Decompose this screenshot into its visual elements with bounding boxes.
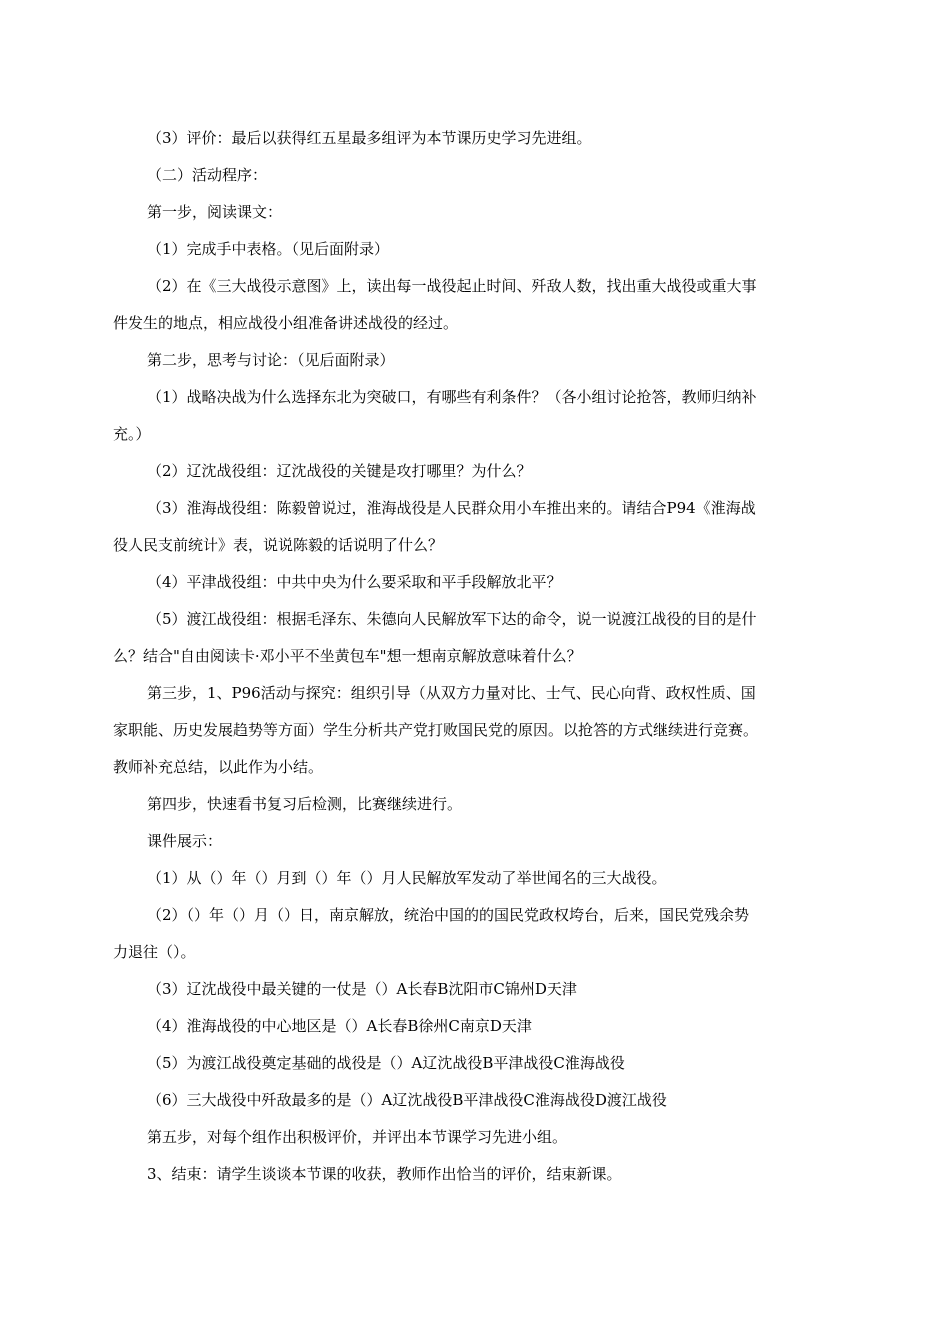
conclusion-line: 3、结束：请学生谈谈本节课的收获，教师作出恰当的评价，结束新课。 [147, 1165, 622, 1183]
quiz-item-3: （3）辽沈战役中最关键的一仗是（）A长春B沈阳市C锦州D天津 [147, 980, 577, 998]
step-two-item-4: （4）平津战役组：中共中央为什么要采取和平手段解放北平？ [147, 573, 562, 591]
step-three-line-2: 家职能、历史发展趋势等方面）学生分析共产党打败国民党的原因。以抢答的方式继续进行竞赛。 [113, 721, 759, 739]
step-two-item-5: （5）渡江战役组：根据毛泽东、朱德向人民解放军下达的命令，说一说渡江战役的目的是什 [147, 610, 757, 628]
step-one-item-2-cont: 件发生的地点，相应战役小组准备讲述战役的经过。 [113, 314, 459, 332]
step-three-line-1: 第三步，1、P96活动与探究：组织引导（从双方力量对比、士气、民心向背、政权性质、国 [147, 684, 756, 702]
step-three-line-3: 教师补充总结，以此作为小结。 [113, 758, 324, 776]
quiz-item-2: （2）（）年（）月（）日，南京解放，统治中国的的国民党政权垮台，后来，国民党残余势 [147, 906, 750, 924]
step-two-item-5-cont: 么？结合"自由阅读卡·邓小平不坐黄包车"想一想南京解放意味着什么？ [113, 647, 582, 665]
courseware-heading: 课件展示： [147, 832, 223, 850]
quiz-item-2-cont: 力退往（）。 [113, 943, 196, 961]
step-two-item-3-cont: 役人民支前统计》表，说说陈毅的话说明了什么？ [113, 536, 444, 554]
step-one-heading: 第一步，阅读课文： [147, 203, 283, 221]
step-one-item-1: （1）完成手中表格。（见后面附录） [147, 240, 390, 258]
quiz-item-4: （4）淮海战役的中心地区是（）A长春B徐州C南京D天津 [147, 1017, 532, 1035]
step-four-line: 第四步，快速看书复习后检测，比赛继续进行。 [147, 795, 463, 813]
activity-procedure-heading: （二）活动程序： [147, 166, 268, 184]
quiz-item-6: （6）三大战役中歼敌最多的是（）A辽沈战役B平津战役C淮海战役D渡江战役 [147, 1091, 667, 1109]
quiz-item-1: （1）从（）年（）月到（）年（）月人民解放军发动了举世闻名的三大战役。 [147, 869, 667, 887]
step-five-line: 第五步，对每个组作出积极评价，并评出本节课学习先进小组。 [147, 1128, 568, 1146]
step-two-item-3: （3）淮海战役组：陈毅曾说过，淮海战役是人民群众用小车推出来的。请结合P94《淮海战 [147, 499, 756, 517]
step-two-heading: 第二步，思考与讨论：（见后面附录） [147, 351, 395, 369]
step-two-item-2: （2）辽沈战役组：辽沈战役的关键是攻打哪里？为什么？ [147, 462, 532, 480]
evaluation-line: （3）评价：最后以获得红五星最多组评为本节课历史学习先进组。 [147, 129, 592, 147]
step-one-item-2: （2）在《三大战役示意图》上，读出每一战役起止时间、歼敌人数，找出重大战役或重大事 [147, 277, 757, 295]
step-two-item-1: （1）战略决战为什么选择东北为突破口，有哪些有利条件？（各小组讨论抢答，教师归纳补 [147, 388, 757, 406]
step-two-item-1-cont: 充。） [113, 425, 151, 443]
quiz-item-5: （5）为渡江战役奠定基础的战役是（）A辽沈战役B平津战役C淮海战役 [147, 1054, 625, 1072]
